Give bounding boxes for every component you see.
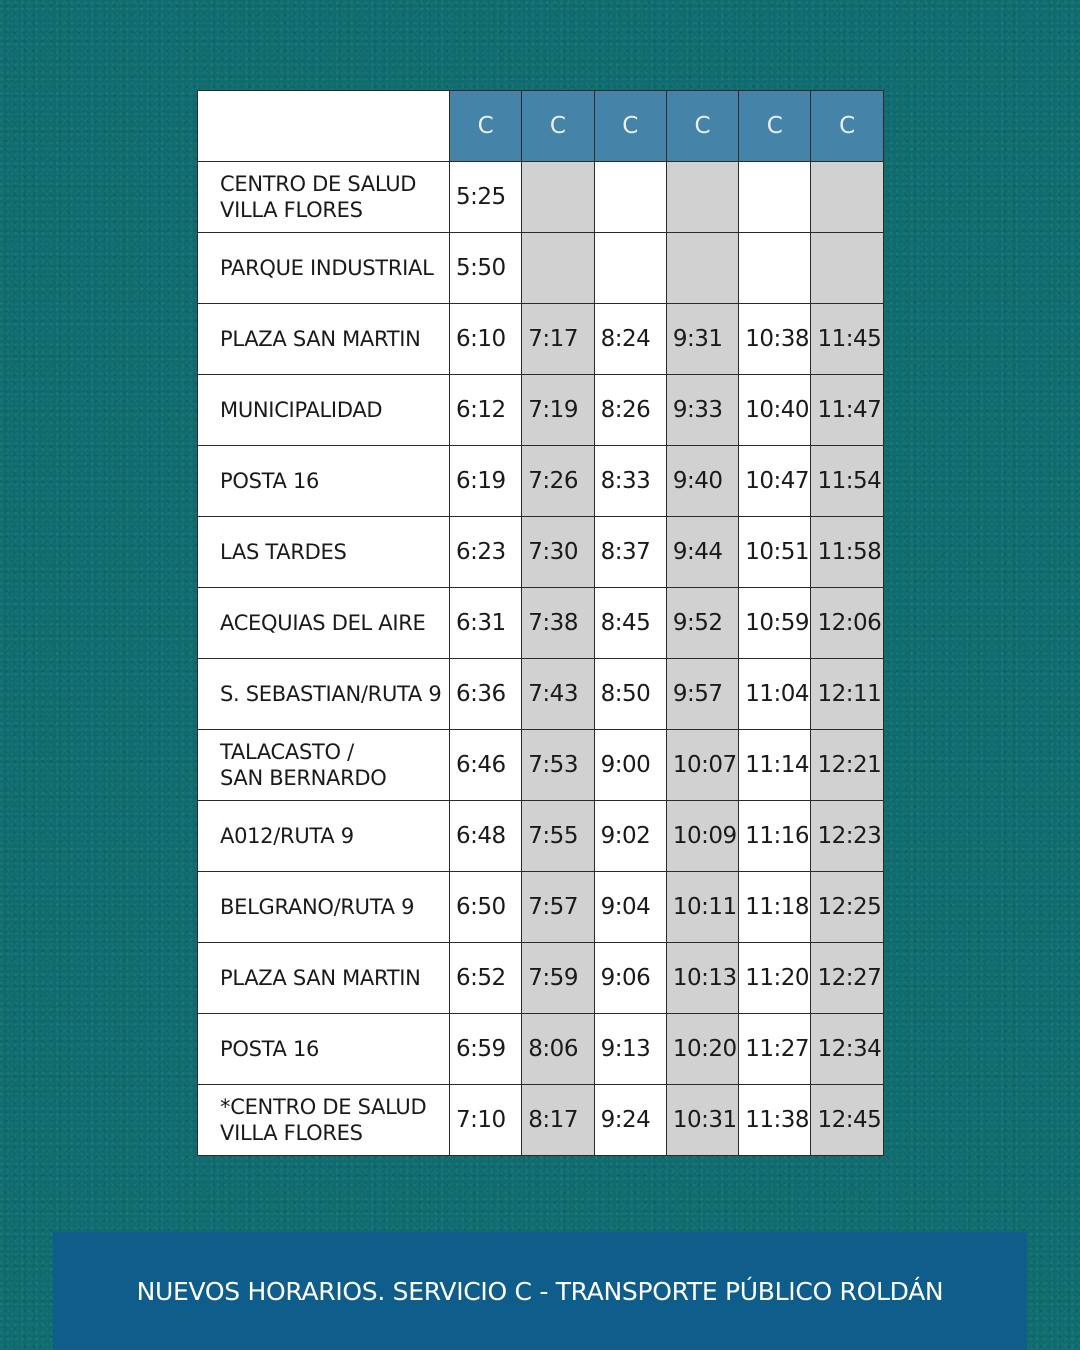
departure-time bbox=[739, 162, 811, 233]
table-row bbox=[198, 1014, 884, 1085]
departure-time: 6:52 bbox=[450, 943, 522, 1014]
departure-time: 9:02 bbox=[594, 801, 666, 872]
departure-time: 12:06 bbox=[811, 588, 883, 659]
departure-time: 6:50 bbox=[450, 872, 522, 943]
departure-time: 7:26 bbox=[522, 446, 594, 517]
departure-time bbox=[811, 162, 883, 233]
departure-time: 12:27 bbox=[811, 943, 883, 1014]
stop-name: POSTA 16 bbox=[198, 1014, 450, 1085]
departure-time: 11:14 bbox=[739, 730, 811, 801]
departure-time: 7:43 bbox=[522, 659, 594, 730]
departure-time: 12:23 bbox=[811, 801, 883, 872]
departure-time: 8:26 bbox=[594, 375, 666, 446]
stop-name: TALACASTO / SAN BERNARDO bbox=[198, 730, 450, 801]
departure-time: 10:31 bbox=[666, 1085, 738, 1156]
stop-name: CENTRO DE SALUD VILLA FLORES bbox=[198, 162, 450, 233]
departure-time bbox=[739, 233, 811, 304]
caption-text: NUEVOS HORARIOS. SERVICIO C - TRANSPORTE PÚBLICO ROLDÁN bbox=[136, 1276, 944, 1306]
departure-time: 7:57 bbox=[522, 872, 594, 943]
stop-name: PLAZA SAN MARTIN bbox=[198, 304, 450, 375]
departure-time: 10:11 bbox=[666, 872, 738, 943]
departure-time: 10:47 bbox=[739, 446, 811, 517]
departure-time: 11:04 bbox=[739, 659, 811, 730]
departure-time: 7:59 bbox=[522, 943, 594, 1014]
departure-time: 6:46 bbox=[450, 730, 522, 801]
table-row bbox=[198, 517, 884, 588]
departure-time: 10:51 bbox=[739, 517, 811, 588]
departure-time: 7:17 bbox=[522, 304, 594, 375]
table-row bbox=[198, 375, 884, 446]
departure-time: 8:45 bbox=[594, 588, 666, 659]
caption-bar bbox=[53, 1232, 1027, 1350]
departure-time: 8:06 bbox=[522, 1014, 594, 1085]
departure-time: 5:25 bbox=[450, 162, 522, 233]
stop-name: BELGRANO/RUTA 9 bbox=[198, 872, 450, 943]
departure-time: 12:25 bbox=[811, 872, 883, 943]
departure-time: 10:13 bbox=[666, 943, 738, 1014]
departure-time: 8:17 bbox=[522, 1085, 594, 1156]
stop-name: ACEQUIAS DEL AIRE bbox=[198, 588, 450, 659]
departure-time: 6:59 bbox=[450, 1014, 522, 1085]
departure-time: 8:37 bbox=[594, 517, 666, 588]
departure-time: 6:10 bbox=[450, 304, 522, 375]
departure-time: 7:10 bbox=[450, 1085, 522, 1156]
table-row bbox=[198, 943, 884, 1014]
departure-time: 6:31 bbox=[450, 588, 522, 659]
departure-time: 10:07 bbox=[666, 730, 738, 801]
departure-time: 9:13 bbox=[594, 1014, 666, 1085]
table-row bbox=[198, 872, 884, 943]
departure-time: 12:21 bbox=[811, 730, 883, 801]
departure-time: 7:53 bbox=[522, 730, 594, 801]
column-header: C bbox=[450, 91, 522, 162]
column-header: C bbox=[811, 91, 883, 162]
departure-time: 9:33 bbox=[666, 375, 738, 446]
departure-time: 11:54 bbox=[811, 446, 883, 517]
departure-time bbox=[522, 162, 594, 233]
departure-time: 6:48 bbox=[450, 801, 522, 872]
departure-time: 9:44 bbox=[666, 517, 738, 588]
header-corner bbox=[198, 91, 450, 162]
departure-time: 10:59 bbox=[739, 588, 811, 659]
departure-time: 10:38 bbox=[739, 304, 811, 375]
table-row bbox=[198, 730, 884, 801]
departure-time: 9:04 bbox=[594, 872, 666, 943]
departure-time: 5:50 bbox=[450, 233, 522, 304]
departure-time: 8:50 bbox=[594, 659, 666, 730]
column-header: C bbox=[666, 91, 738, 162]
departure-time: 9:52 bbox=[666, 588, 738, 659]
table-row bbox=[198, 588, 884, 659]
departure-time: 12:34 bbox=[811, 1014, 883, 1085]
column-header: C bbox=[739, 91, 811, 162]
stop-name: S. SEBASTIAN/RUTA 9 bbox=[198, 659, 450, 730]
departure-time: 11:20 bbox=[739, 943, 811, 1014]
column-header: C bbox=[522, 91, 594, 162]
table-row bbox=[198, 446, 884, 517]
stop-name: PARQUE INDUSTRIAL bbox=[198, 233, 450, 304]
departure-time bbox=[666, 233, 738, 304]
departure-time: 12:11 bbox=[811, 659, 883, 730]
departure-time: 7:30 bbox=[522, 517, 594, 588]
column-header: C bbox=[594, 91, 666, 162]
departure-time bbox=[666, 162, 738, 233]
schedule-body bbox=[198, 162, 884, 1156]
departure-time: 9:24 bbox=[594, 1085, 666, 1156]
departure-time: 11:45 bbox=[811, 304, 883, 375]
table-row bbox=[198, 1085, 884, 1156]
departure-time: 8:33 bbox=[594, 446, 666, 517]
departure-time: 6:23 bbox=[450, 517, 522, 588]
departure-time: 11:38 bbox=[739, 1085, 811, 1156]
departure-time: 7:19 bbox=[522, 375, 594, 446]
schedule-table bbox=[197, 90, 884, 1156]
departure-time: 11:58 bbox=[811, 517, 883, 588]
stop-name: POSTA 16 bbox=[198, 446, 450, 517]
table-row bbox=[198, 801, 884, 872]
departure-time bbox=[522, 233, 594, 304]
table-row bbox=[198, 233, 884, 304]
departure-time bbox=[594, 162, 666, 233]
departure-time: 6:19 bbox=[450, 446, 522, 517]
stop-name: A012/RUTA 9 bbox=[198, 801, 450, 872]
departure-time: 9:57 bbox=[666, 659, 738, 730]
header-row bbox=[198, 91, 884, 162]
departure-time: 11:27 bbox=[739, 1014, 811, 1085]
table-row bbox=[198, 162, 884, 233]
departure-time: 9:40 bbox=[666, 446, 738, 517]
departure-time: 9:00 bbox=[594, 730, 666, 801]
departure-time: 10:20 bbox=[666, 1014, 738, 1085]
departure-time: 11:16 bbox=[739, 801, 811, 872]
table-row bbox=[198, 304, 884, 375]
departure-time: 9:31 bbox=[666, 304, 738, 375]
departure-time bbox=[594, 233, 666, 304]
departure-time: 8:24 bbox=[594, 304, 666, 375]
stop-name: *CENTRO DE SALUD VILLA FLORES bbox=[198, 1085, 450, 1156]
stop-name: MUNICIPALIDAD bbox=[198, 375, 450, 446]
stop-name: PLAZA SAN MARTIN bbox=[198, 943, 450, 1014]
departure-time: 11:47 bbox=[811, 375, 883, 446]
departure-time: 9:06 bbox=[594, 943, 666, 1014]
departure-time: 7:55 bbox=[522, 801, 594, 872]
departure-time: 10:09 bbox=[666, 801, 738, 872]
table-row bbox=[198, 659, 884, 730]
departure-time: 6:12 bbox=[450, 375, 522, 446]
stop-name: LAS TARDES bbox=[198, 517, 450, 588]
departure-time: 10:40 bbox=[739, 375, 811, 446]
departure-time bbox=[811, 233, 883, 304]
departure-time: 11:18 bbox=[739, 872, 811, 943]
departure-time: 6:36 bbox=[450, 659, 522, 730]
departure-time: 7:38 bbox=[522, 588, 594, 659]
departure-time: 12:45 bbox=[811, 1085, 883, 1156]
